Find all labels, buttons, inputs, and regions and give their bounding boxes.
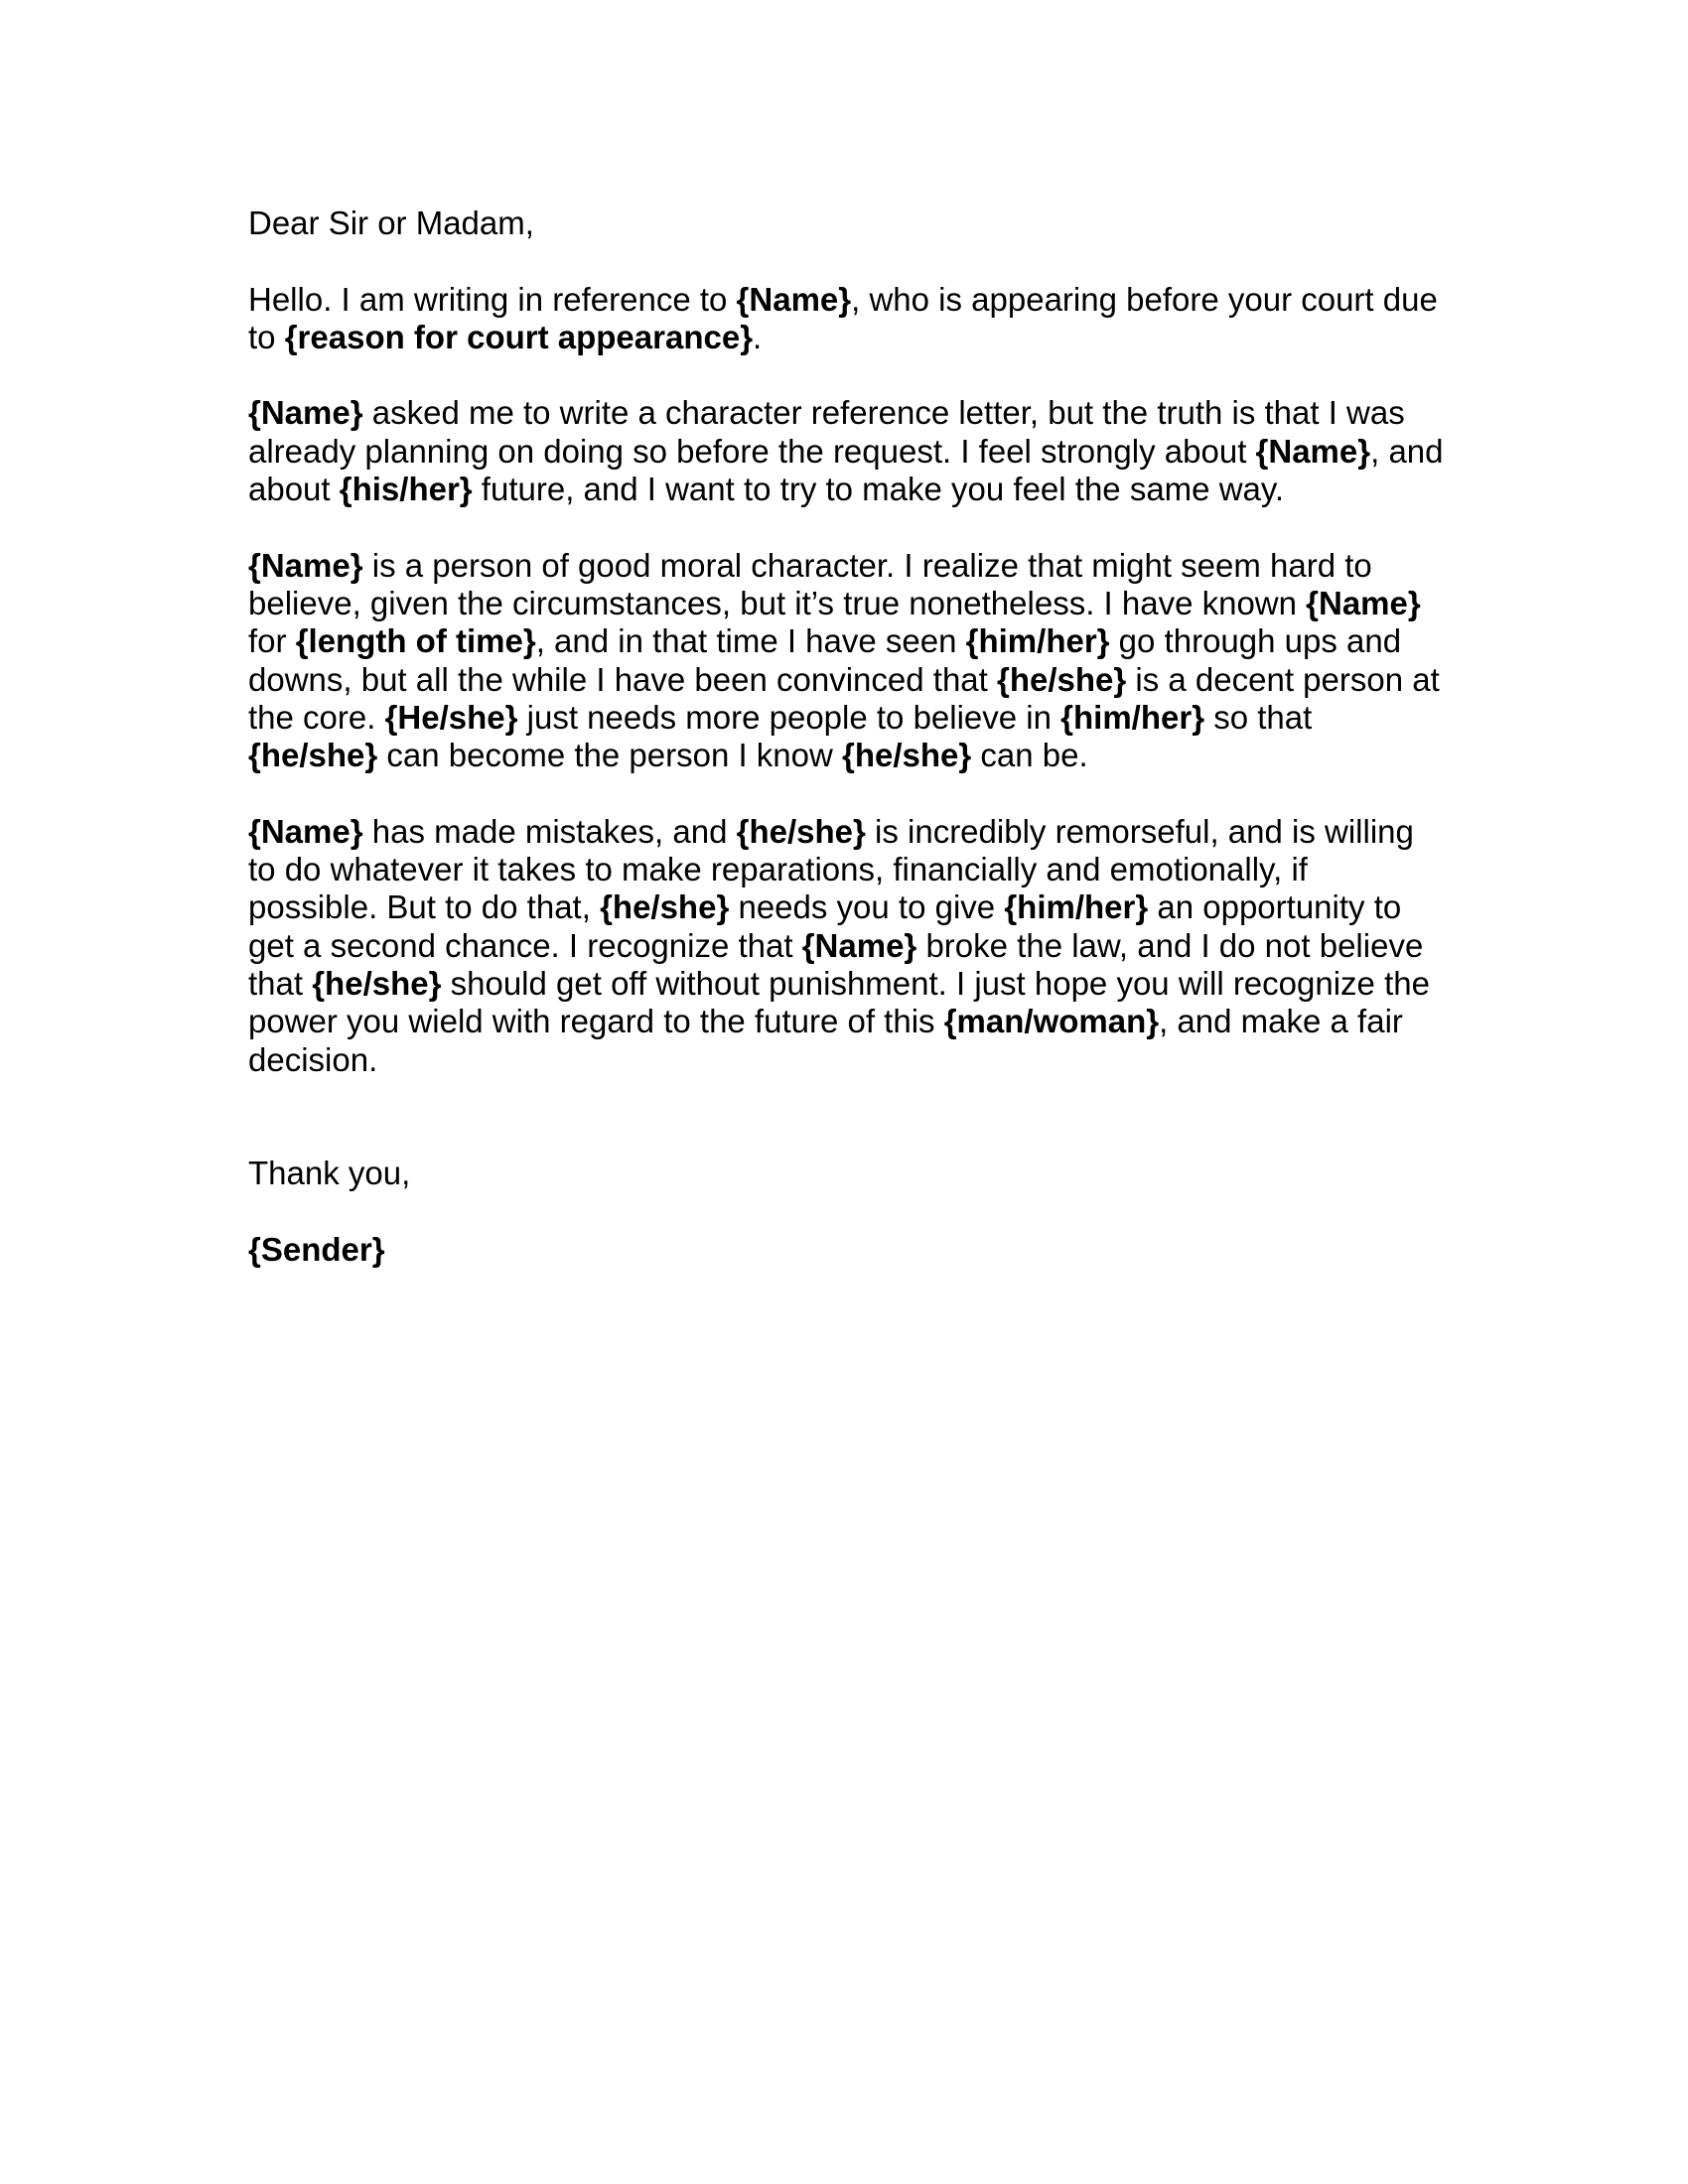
placeholder-token: {he/she} <box>312 964 442 1002</box>
placeholder-token: {Name} <box>1255 432 1371 470</box>
letter-body <box>248 205 1445 1269</box>
placeholder-token: {Name} <box>248 546 363 584</box>
text-run: has made mistakes, and <box>362 812 737 850</box>
paragraph-remorse <box>248 813 1445 1079</box>
placeholder-token: {Name} <box>736 280 852 318</box>
text-run: . <box>753 318 763 355</box>
text-run: asked me to write a character reference letter, but the truth is that I was already planning on doing so before the request. I feel strongly about <box>248 394 1405 470</box>
text-run: can be. <box>971 737 1088 774</box>
placeholder-token: {He/she} <box>384 698 518 736</box>
text-run: so that <box>1204 698 1313 736</box>
paragraph-intro <box>248 281 1445 357</box>
placeholder-token: {Sender} <box>248 1231 385 1269</box>
placeholder-token: {man/woman} <box>943 1003 1160 1040</box>
text-run: , and make a fair decision. <box>248 1003 1403 1078</box>
text-run: broke the law, and I do not believe that <box>248 926 1424 1002</box>
text-run: can become the person I know <box>377 737 843 774</box>
salutation <box>248 205 1445 242</box>
paragraph-request <box>248 394 1445 508</box>
placeholder-token: {he/she} <box>842 737 972 774</box>
signature <box>248 1231 1445 1269</box>
text-run: is a decent person at the core. <box>248 660 1440 736</box>
text-run: is incredibly remorseful, and is willing to do whatever it takes to make reparations, financially and emotionally, if possible. But to do that, <box>248 812 1414 926</box>
text-run: , and in that time I have seen <box>535 622 966 660</box>
placeholder-token: {him/her} <box>1060 698 1205 736</box>
text-run: Hello. I am writing in reference to <box>248 280 737 318</box>
placeholder-token: {Name} <box>801 926 917 964</box>
closing <box>248 1155 1445 1192</box>
placeholder-token: {he/she} <box>997 660 1127 698</box>
placeholder-token: {length of time} <box>295 622 536 660</box>
text-run: needs you to give <box>729 888 1005 926</box>
text-run: go through ups and downs, but all the while I have been convinced that <box>248 622 1402 698</box>
text-run: Thank you, <box>248 1155 411 1192</box>
text-run: is a person of good moral character. I realize that might seem hard to believe, given the circumstances, but it’s true nonetheless. I have known <box>248 546 1372 621</box>
placeholder-token: {he/she} <box>248 737 378 774</box>
text-run: an opportunity to get a second chance. I recognize that <box>248 888 1402 964</box>
paragraph-character <box>248 547 1445 775</box>
text-run: just needs more people to believe in <box>517 698 1061 736</box>
text-run: should get off without punishment. I just hope you will recognize the power you wield with regard to the future of this <box>248 964 1430 1040</box>
text-run: , who is appearing before your court due to <box>248 280 1438 355</box>
placeholder-token: {he/she} <box>600 888 730 926</box>
placeholder-token: {Name} <box>248 394 363 432</box>
placeholder-token: {his/her} <box>339 471 473 508</box>
placeholder-token: {reason for court appearance} <box>284 318 754 355</box>
text-run: Dear Sir or Madam, <box>248 205 534 241</box>
text-run: for <box>248 622 296 660</box>
placeholder-token: {him/her} <box>965 622 1110 660</box>
text-run: future, and I want to try to make you feel the same way. <box>472 471 1285 508</box>
placeholder-token: {he/she} <box>736 812 866 850</box>
text-run: , and about <box>248 432 1444 508</box>
placeholder-token: {him/her} <box>1004 888 1149 926</box>
placeholder-token: {Name} <box>1306 584 1421 621</box>
placeholder-token: {Name} <box>248 812 363 850</box>
